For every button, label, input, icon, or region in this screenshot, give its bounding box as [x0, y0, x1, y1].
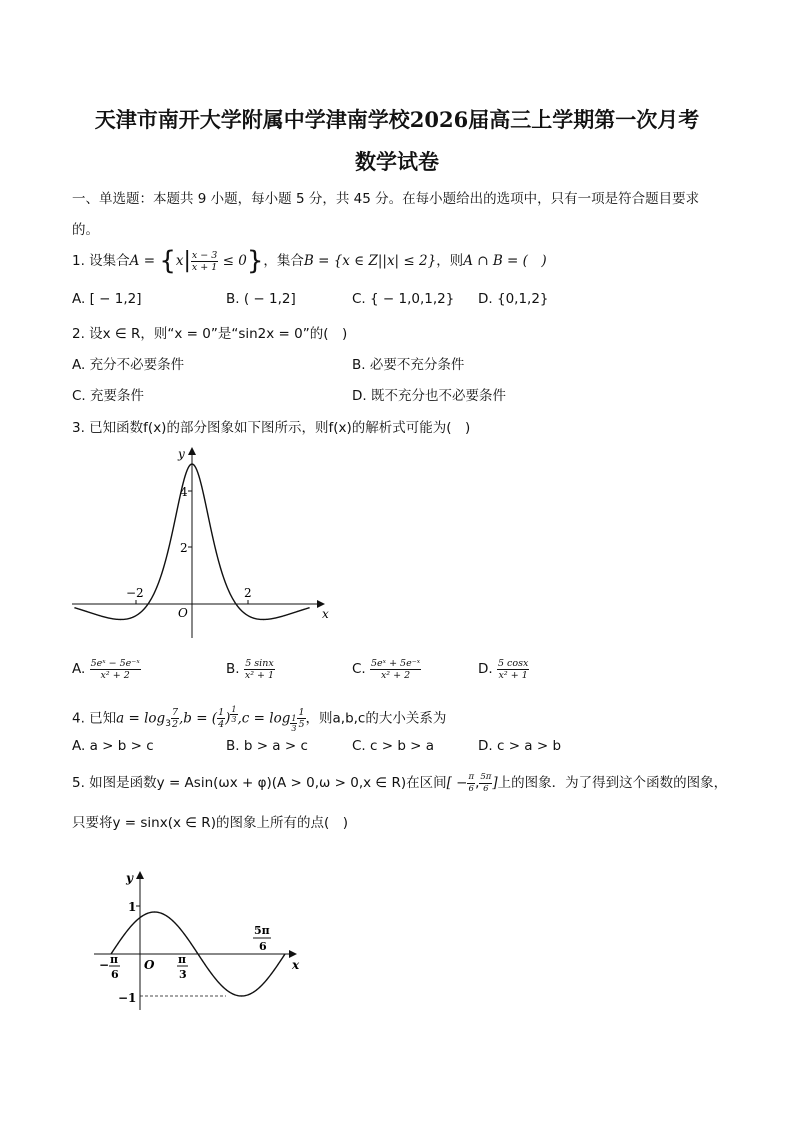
- q3-label-x: x: [322, 607, 329, 621]
- q5-label-5pi-6: [253, 924, 271, 953]
- q3-label-2: 2: [180, 541, 188, 555]
- q5-label-neg-pi-6: [99, 953, 120, 981]
- q5-stem-line1: 5. 如图是函数y = Asin(ωx + φ)(A > 0,ω > 0,x ∈ R)在区间[ − $\frac{\pi}{6}$ , $\frac{5\pi}{6}$ ]上的图象．为了得到这个函数的图象，: [72, 771, 728, 794]
- q4-option-c: C. c > b > a: [352, 738, 435, 754]
- paper-title-line1: 天津市南开大学附属中学津南学校2026届高三上学期第一次月考: [94, 107, 700, 132]
- svg-text:6: 6: [111, 968, 119, 981]
- q1-fraction: $\frac{x - 3}{x + 1}$: [191, 249, 218, 273]
- q3-label-origin: O: [178, 606, 188, 620]
- svg-text:6: 6: [259, 940, 267, 953]
- svg-text:5π: 5π: [254, 924, 270, 937]
- q5-label-origin: O: [144, 958, 155, 972]
- q1-stem: 1. 设集合A = {x| $\frac{x - 3}{x + 1}$ ≤ 0}，集合B = {x ∈ Z||x| ≤ 2}，则A ∩ B = ( ): [72, 246, 547, 276]
- q3-stem: 3. 已知函数f(x)的部分图象如下图所示，则f(x)的解析式可能为( ): [72, 420, 471, 436]
- q1-ask: A ∩ B = ( ): [463, 253, 547, 269]
- q1-set-a-var: x: [175, 253, 184, 269]
- q2-option-c: C. 充要条件: [72, 388, 145, 404]
- q3-label-4: 4: [180, 485, 188, 499]
- q5-stem-line2: 只要将y = sinx(x ∈ R)的图象上所有的点( ): [72, 815, 348, 831]
- q4-option-b: B. b > a > c: [226, 738, 308, 754]
- q1-brace-close: }: [246, 246, 264, 276]
- q4-stem: 4. 已知$a = \log_3$ $\frac{7}{2}$ ,b = ( $\frac{1}{4}$ ) $^{\frac{1}{3}}$ ,c = log $_{\frac{1}{3}}$ $\frac{1}{5}$ ，则a,b,c的大小关系为: [72, 704, 447, 733]
- q1-set-a-lhs: A =: [129, 253, 160, 269]
- q2-option-a: A. 充分不必要条件: [72, 357, 185, 373]
- q3-function-graph: [66, 440, 336, 645]
- q1-set-a-cond: ≤ 0: [222, 253, 247, 269]
- q1-option-d: D. {0,1,2}: [478, 291, 549, 307]
- q1-option-c: C. { − 1,0,1,2}: [352, 291, 455, 307]
- q3-label-pos2: 2: [244, 586, 252, 600]
- q3-label-y: y: [178, 447, 185, 461]
- q3-option-c: C. $\frac{\text{5eˣ + 5e⁻ˣ}}{\text{x² + 2}}$: [352, 657, 421, 681]
- q5-label-pi-3: [177, 953, 188, 981]
- q2-option-b: B. 必要不充分条件: [352, 357, 465, 373]
- svg-text:−: −: [99, 958, 110, 972]
- q1-option-a: A. [ − 1,2]: [72, 291, 142, 307]
- q5-label-x: x: [292, 958, 300, 972]
- q1-mid: ，集合: [263, 253, 304, 269]
- q1-brace-open: {: [159, 246, 176, 276]
- paper-title-line2: 数学试卷: [355, 149, 439, 174]
- q3-option-a: A. $\frac{\text{5eˣ − 5e⁻ˣ}}{\text{x² + 2}}$: [72, 657, 140, 681]
- q1-option-b: B. ( − 1,2]: [226, 291, 296, 307]
- q3-label-neg2: −2: [126, 586, 144, 600]
- q1-prefix: 1. 设集合: [72, 253, 130, 269]
- q1-set-b: B = {x ∈ Z||x| ≤ 2}: [303, 253, 437, 269]
- svg-text:π: π: [178, 953, 187, 966]
- q5-sine-graph: [88, 862, 308, 1014]
- q2-stem: 2. 设x ∈ R，则“x = 0”是“sin2x = 0”的( ): [72, 326, 348, 342]
- svg-text:3: 3: [179, 968, 187, 981]
- q2-option-d: D. 既不充分也不必要条件: [352, 388, 506, 404]
- q5-label-neg-one: −1: [118, 991, 137, 1005]
- q4-option-d: D. c > a > b: [478, 738, 562, 754]
- svg-text:π: π: [110, 953, 119, 966]
- section-heading-line1: 一、单选题：本题共 9 小题，每小题 5 分，共 45 分。在每小题给出的选项中，只有一项是符合题目要求: [72, 191, 700, 207]
- q5-label-y: y: [126, 871, 133, 885]
- section-heading-line2: 的。: [72, 222, 99, 238]
- q3-option-d: D. $\frac{5 \cos x}{\text{x² + 1}}$: [478, 657, 529, 681]
- q5-label-one: 1: [128, 900, 137, 914]
- q4-option-a: A. a > b > c: [72, 738, 154, 754]
- q1-suffix: ，则: [436, 253, 464, 269]
- q3-option-b: B. $\frac{5 \sin x}{\text{x² + 1}}$: [226, 657, 275, 681]
